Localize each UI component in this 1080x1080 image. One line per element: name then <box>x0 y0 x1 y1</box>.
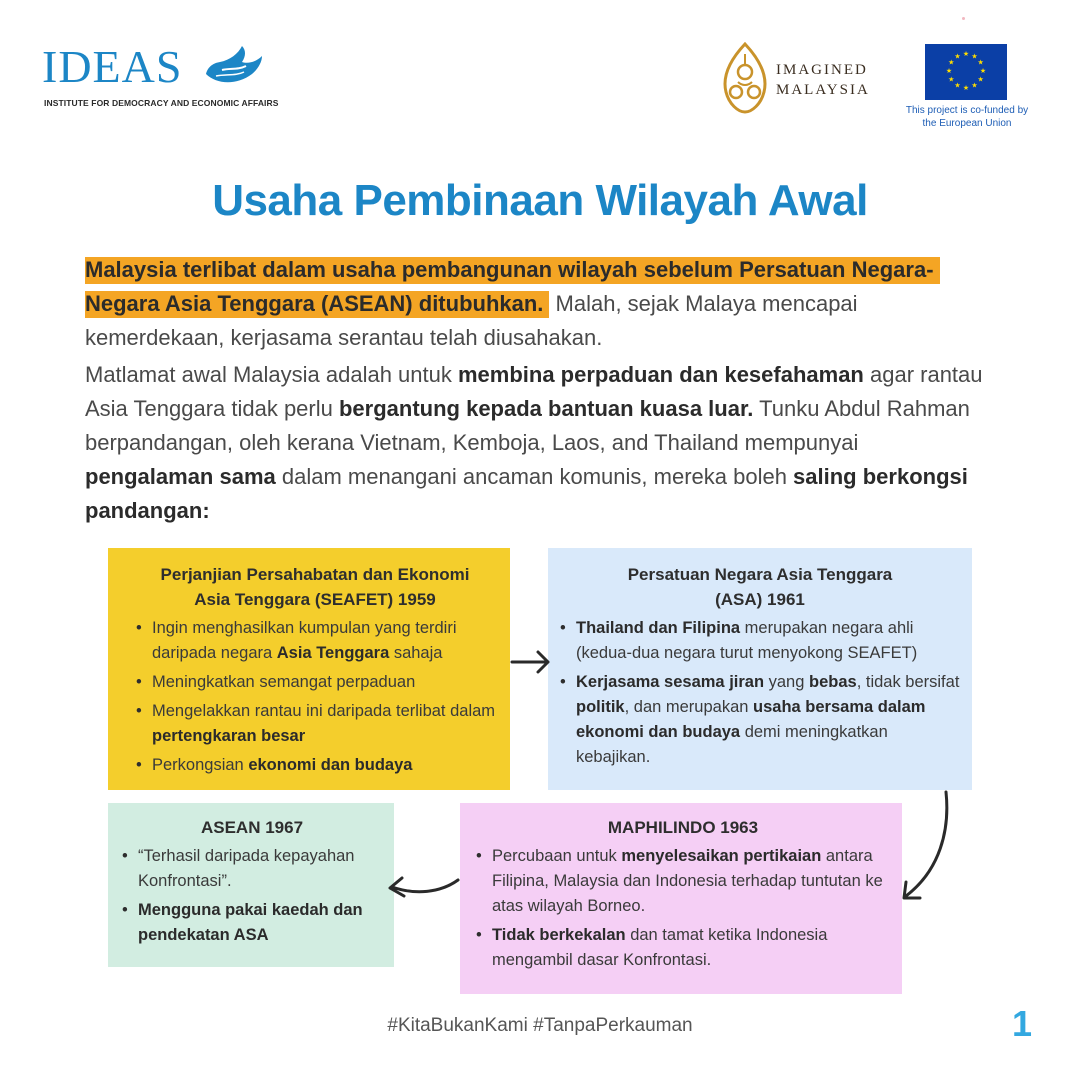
seafet-b3-b: pertengkaran besar <box>152 727 306 745</box>
asa-b2-b: yang <box>764 673 809 691</box>
svg-text:★: ★ <box>971 81 978 90</box>
seafet-b3-a: Mengelakkan rantau ini daripada terlibat dalam <box>152 702 496 720</box>
seafet-b4-a: Perkongsian <box>152 756 249 774</box>
asean-b1: “Terhasil daripada kepayahan Konfrontasi”. <box>138 847 355 890</box>
page-number: 1 <box>1012 1003 1033 1044</box>
ideas-wordmark: IDEAS <box>42 41 183 92</box>
asa-title-line-1: Persatuan Negara Asia Tenggara <box>627 565 893 584</box>
eu-note-line-1: This project is co-funded by <box>905 105 1029 116</box>
asa-b2-d: , tidak bersifat <box>856 673 960 691</box>
p2-bold-f: pengalaman sama <box>85 464 276 489</box>
svg-text:★: ★ <box>977 58 984 67</box>
svg-text:★: ★ <box>954 52 961 61</box>
asa-b1-a: Thailand dan Filipina <box>576 619 741 637</box>
maph-b2-a: Tidak berkekalan <box>492 926 626 944</box>
maph-b1-a: Percubaan untuk <box>492 847 622 865</box>
imagined-line: IMAGINED <box>776 62 868 78</box>
asa-b1-b: merupakan negara ahli (kedua-dua negara turut menyokong SEAFET) <box>576 619 918 662</box>
page-title: Usaha Pembinaan Wilayah Awal <box>212 176 868 225</box>
seafet-b4-b: ekonomi dan budaya <box>248 756 413 774</box>
p2-bold-d: bergantung kepada bantuan kuasa luar. <box>338 396 754 421</box>
asean-title: ASEAN 1967 <box>200 818 304 837</box>
asa-b2-c: bebas <box>809 673 857 691</box>
p2-text-c: agar rantau Asia Tenggara tidak perlu <box>85 362 983 421</box>
intro-text: Malah, sejak Malaya mencapai kemerdekaan, kerjasama serantau telah diusahakan. <box>85 291 858 350</box>
asa-b2-a: Kerjasama sesama jiran <box>576 673 765 691</box>
p2-text-e: Tunku Abdul Rahman berpandangan, oleh kerana Vietnam, Kemboja, Laos, and Thailand mempunyai <box>85 396 970 455</box>
asean-b2: Mengguna pakai kaedah dan pendekatan ASA <box>138 901 363 944</box>
intro-highlight: Malaysia terlibat dalam usaha pembangunan wilayah sebelum Persatuan Negara-Negara Asia Tenggara (ASEAN) ditubuhkan. <box>85 257 940 318</box>
malaysia-line: MALAYSIA <box>776 82 870 98</box>
seafet-b2: Meningkatkan semangat perpaduan <box>152 673 416 691</box>
p2-bold-b: membina perpaduan dan kesefahaman <box>457 362 864 387</box>
svg-text:★: ★ <box>954 81 961 90</box>
p2-text-g: dalam menangani ancaman komunis, mereka boleh <box>275 464 794 489</box>
p2-text-a: Matlamat awal Malaysia adalah untuk <box>85 362 458 387</box>
maphilindo-title: MAPHILINDO 1963 <box>607 818 759 837</box>
p2-bold-h: saling berkongsi pandangan: <box>85 464 968 523</box>
asa-b2-h: demi meningkatkan kebajikan. <box>576 723 888 766</box>
svg-text:★: ★ <box>948 75 955 84</box>
arrow-asa-to-maphilindo <box>904 792 947 898</box>
asa-b2-e: politik <box>576 698 625 716</box>
asa-b2-g: usaha bersama dalam ekonomi dan budaya <box>576 698 926 741</box>
svg-text:★: ★ <box>962 50 970 58</box>
svg-text:★: ★ <box>979 67 987 75</box>
eu-note-line-2: the European Union <box>922 118 1012 129</box>
arrow-maphilindo-to-asean <box>390 878 458 896</box>
maph-b1-b: menyelesaikan pertikaian <box>621 847 822 865</box>
ideas-subtitle: INSTITUTE FOR DEMOCRACY AND ECONOMIC AFFAIRS <box>44 98 279 108</box>
maph-b1-c: antara Filipina, Malaysia dan Indonesia terhadap tuntutan ke atas wilayah Borneo. <box>492 847 883 915</box>
asa-b2-f: , dan merupakan <box>624 698 754 716</box>
seafet-b1-a: Ingin menghasilkan kumpulan yang terdiri daripada negara <box>152 619 457 662</box>
hashtags: #KitaBukanKami #TanpaPerkauman <box>387 1015 693 1036</box>
svg-text:★: ★ <box>945 67 953 75</box>
seafet-title-line-2: Asia Tenggara (SEAFET) 1959 <box>194 590 436 609</box>
svg-text:★: ★ <box>971 52 978 61</box>
maph-b2-b: dan tamat ketika Indonesia mengambil dasar Konfrontasi. <box>492 926 828 969</box>
asa-title-line-2: (ASA) 1961 <box>715 590 805 609</box>
arrow-seafet-to-asa <box>512 652 548 672</box>
seafet-title-line-1: Perjanjian Persahabatan dan Ekonomi <box>160 565 470 584</box>
svg-text:★: ★ <box>948 58 955 67</box>
seafet-b1-c: sahaja <box>389 644 443 662</box>
svg-text:★: ★ <box>977 75 984 84</box>
seafet-b1-b: Asia Tenggara <box>276 644 390 662</box>
svg-text:★: ★ <box>962 84 970 92</box>
